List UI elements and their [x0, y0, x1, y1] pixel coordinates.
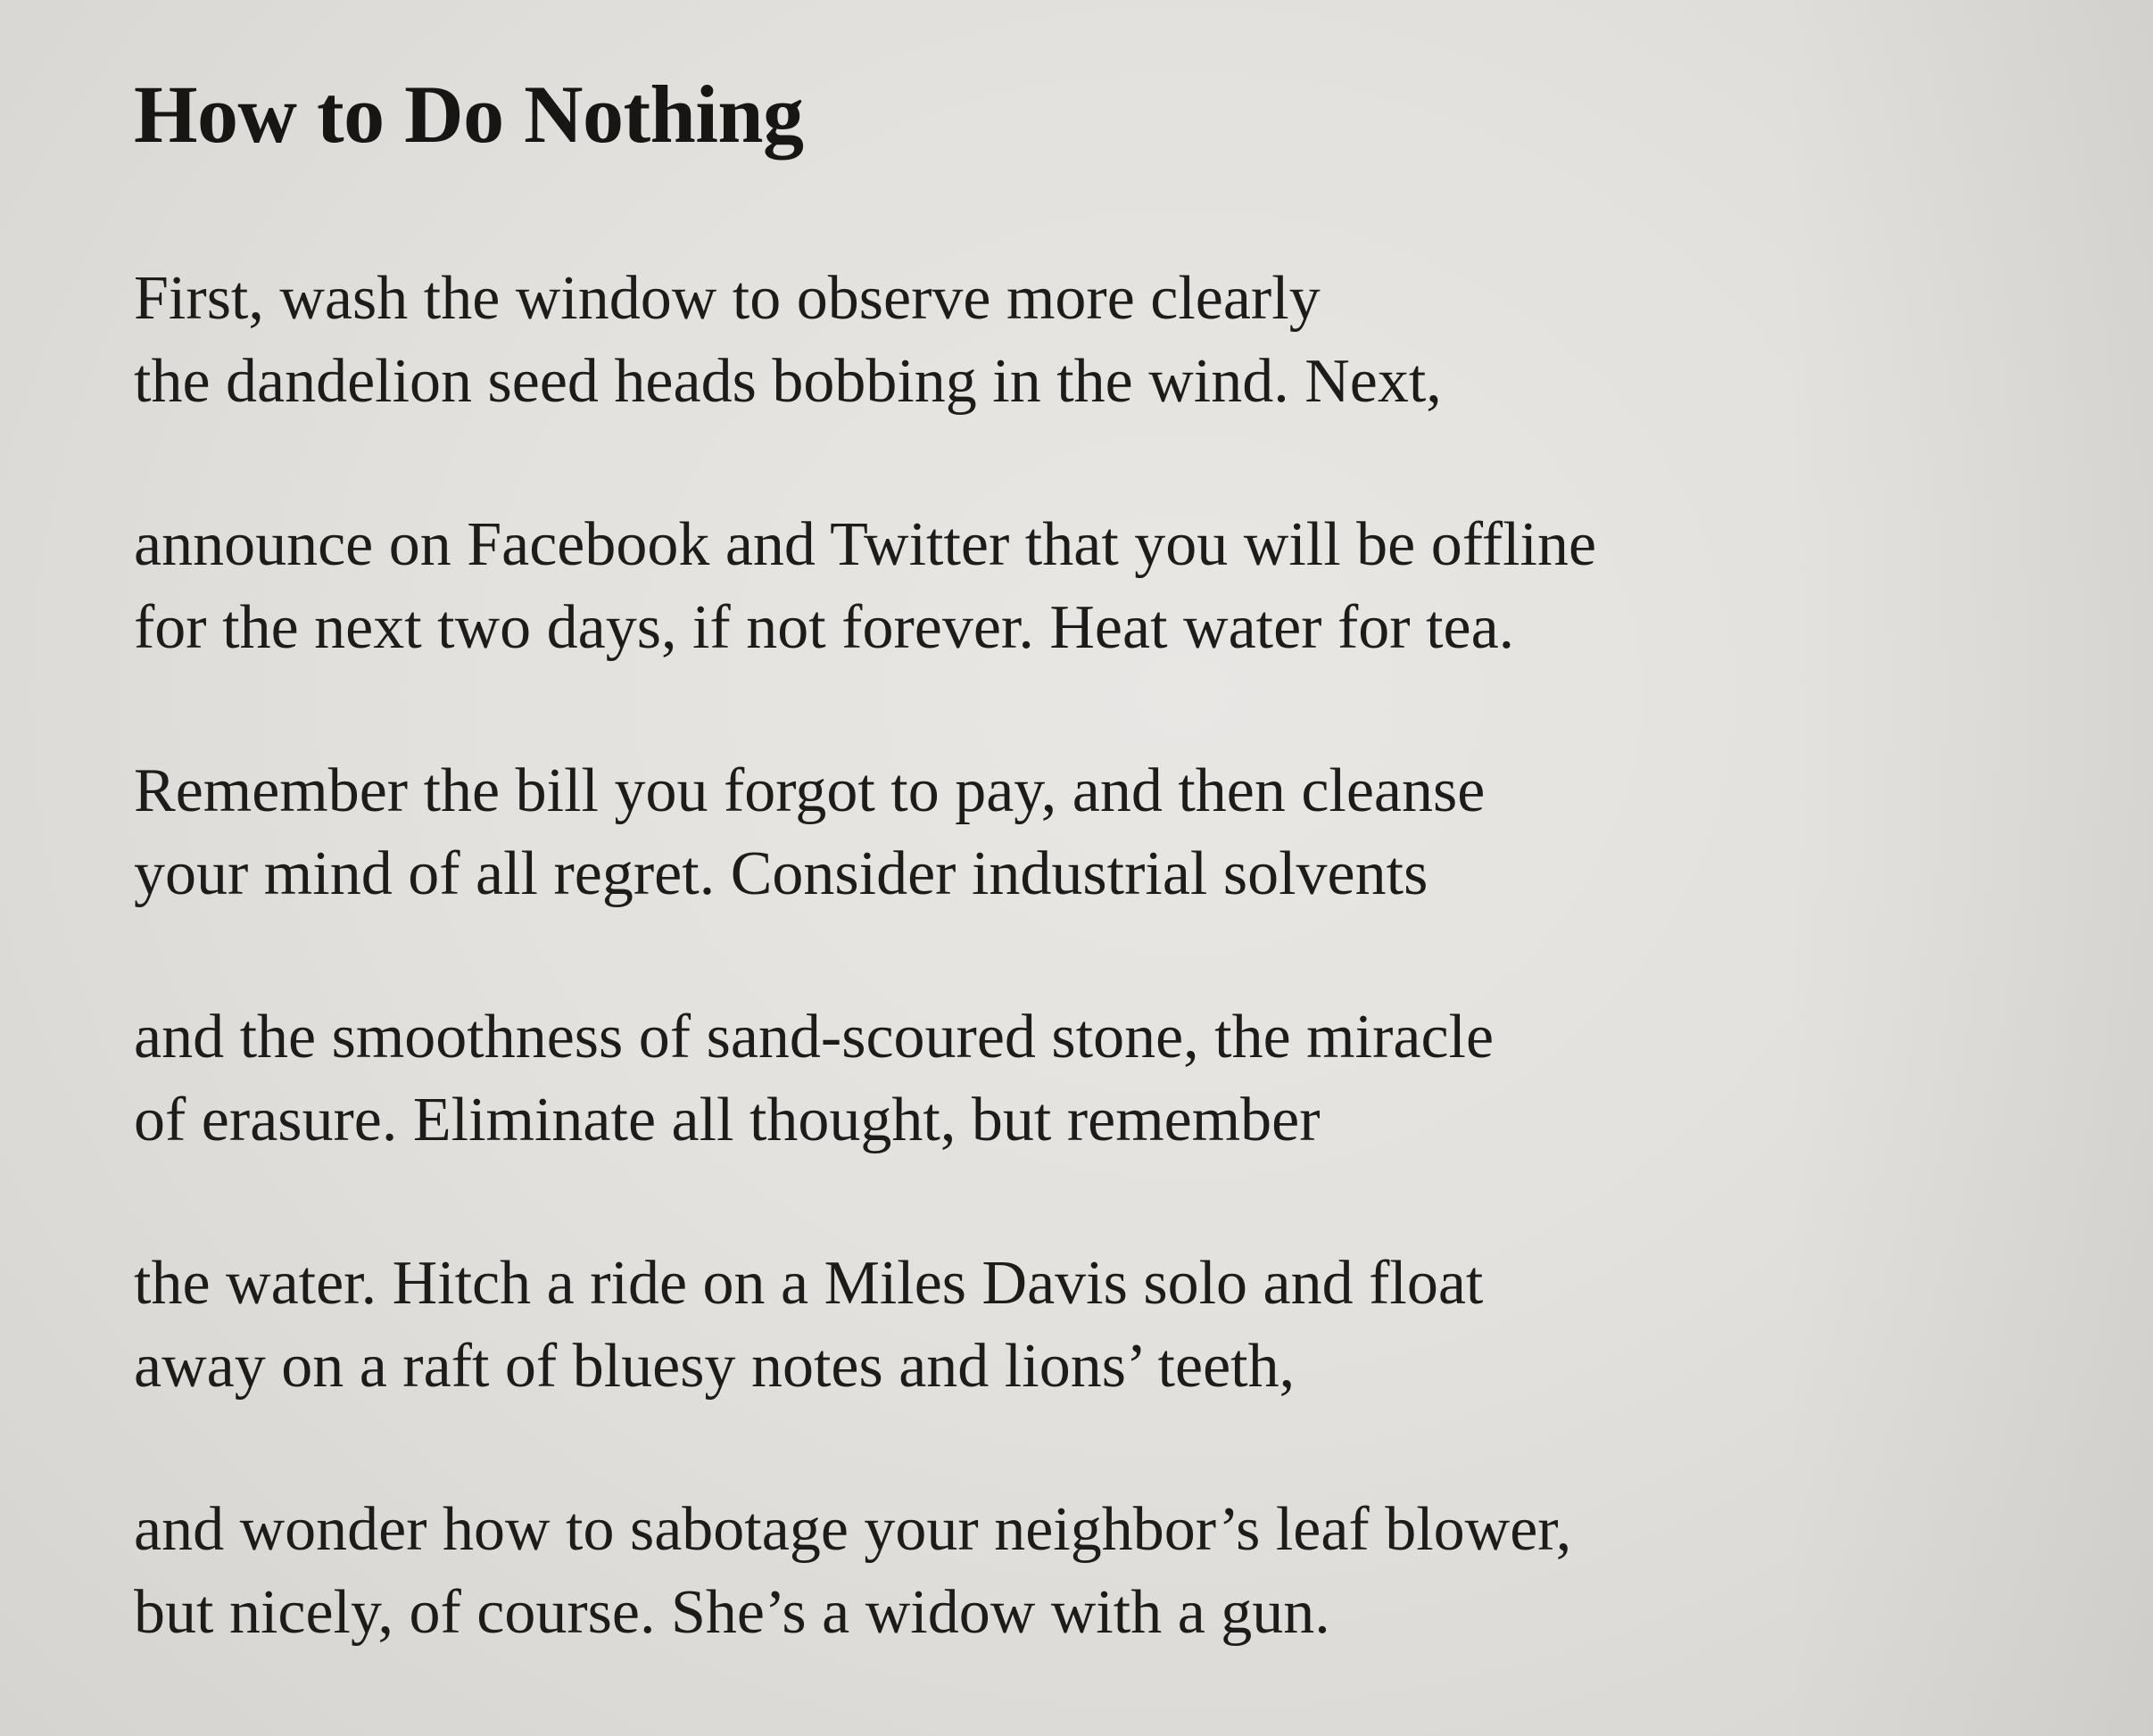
- poem-line: of erasure. Eliminate all thought, but remember: [134, 1086, 1321, 1154]
- poem-line: announce on Facebook and Twitter that you will be offline: [134, 510, 1597, 579]
- stanza-3: [134, 749, 2008, 915]
- stanza-2: [134, 503, 2008, 669]
- stanza-4: [134, 996, 2008, 1161]
- stanza-5: [134, 1242, 2008, 1408]
- poem-line: Remember the bill you forgot to pay, and then cleanse: [134, 756, 1486, 825]
- poem-line: and wonder how to sabotage your neighbor’s leaf blower,: [134, 1495, 1572, 1564]
- poem-line: away on a raft of bluesy notes and lions’ teeth,: [134, 1332, 1296, 1401]
- poem-title: How to Do Nothing: [134, 69, 804, 160]
- stanza-6: [134, 1488, 2008, 1654]
- poem-body: [134, 257, 2008, 1734]
- stanza-1: [134, 257, 2008, 423]
- poem-line: for the next two days, if not forever. Heat water for tea.: [134, 593, 1515, 662]
- poem-line: and the smoothness of sand-scoured stone, the miracle: [134, 1003, 1495, 1071]
- poem-line: the dandelion seed heads bobbing in the wind. Next,: [134, 347, 1442, 416]
- poem-line: but nicely, of course. She’s a widow with a gun.: [134, 1578, 1330, 1647]
- poem-line: First, wash the window to observe more clearly: [134, 264, 1321, 333]
- poem-line: your mind of all regret. Consider industrial solvents: [134, 839, 1428, 908]
- poem-line: the water. Hitch a ride on a Miles Davis solo and float: [134, 1249, 1484, 1318]
